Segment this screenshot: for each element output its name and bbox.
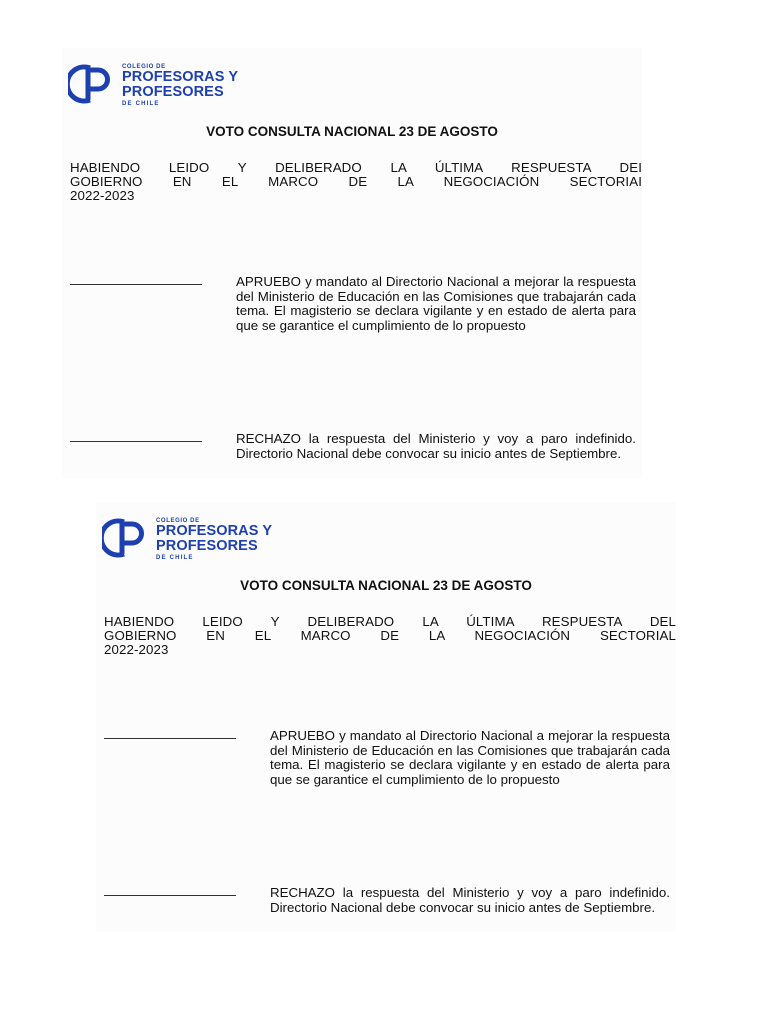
- intro-line: 2022-2023: [104, 642, 169, 657]
- cp-logo-icon: [68, 64, 116, 104]
- logo-line-1: COLEGIO DE: [122, 64, 166, 70]
- approve-text: APRUEBO y mandato al Directorio Nacional a mejorar la respuesta del Ministerio de Educación en las Comisiones que trabajarán cada tema. El magisterio se declara vigilante y en estado de alerta para que se garantice el cumplimiento de lo propuesto: [270, 728, 670, 787]
- logo-line-1: COLEGIO DE: [156, 518, 200, 524]
- intro-line: HABIENDO LEIDO Y DELIBERADO LA ÚLTIMA RESPUESTA DEI: [70, 160, 642, 175]
- intro-line: 2022-2023: [70, 188, 135, 203]
- approve-mark-line[interactable]: [70, 284, 202, 285]
- intro-line: HABIENDO LEIDO Y DELIBERADO LA ÚLTIMA RESPUESTA DEL: [104, 614, 676, 629]
- intro-line: GOBIERNO EN EL MARCO DE LA NEGOCIACIÓN SECTORIAI: [70, 174, 642, 189]
- ballot-intro: [104, 615, 676, 657]
- reject-text: RECHAZO la respuesta del Ministerio y voy a paro indefinido. Directorio Nacional debe convocar su inicio antes de Septiembre.: [236, 431, 636, 461]
- logo-line-4: DE CHILE: [122, 101, 160, 107]
- ballot-sheet: [96, 502, 676, 932]
- logo-line-2: PROFESORAS Y: [122, 69, 239, 85]
- logo-line-3: PROFESORES: [122, 84, 224, 100]
- colegio-logo: [68, 60, 288, 110]
- cp-logo-icon: [102, 518, 150, 558]
- logo-line-4: DE CHILE: [156, 555, 194, 561]
- logo-line-3: PROFESORES: [156, 538, 258, 554]
- reject-text: RECHAZO la respuesta del Ministerio y voy a paro indefinido. Directorio Nacional debe convocar su inicio antes de Septiembre.: [270, 885, 670, 915]
- approve-text: APRUEBO y mandato al Directorio Nacional a mejorar la respuesta del Ministerio de Educación en las Comisiones que trabajarán cada tema. El magisterio se declara vigilante y en estado de alerta para que se garantice el cumplimiento de lo propuesto: [236, 274, 636, 333]
- logo-line-2: PROFESORAS Y: [156, 523, 273, 539]
- reject-mark-line[interactable]: [70, 441, 202, 442]
- intro-line: GOBIERNO EN EL MARCO DE LA NEGOCIACIÓN SECTORIAL: [104, 628, 676, 643]
- ballot-intro: [70, 161, 642, 203]
- ballot-sheet: [62, 48, 642, 478]
- approve-mark-line[interactable]: [104, 738, 236, 739]
- reject-mark-line[interactable]: [104, 895, 236, 896]
- colegio-logo: [102, 514, 322, 564]
- ballot-title: VOTO CONSULTA NACIONAL 23 DE AGOSTO: [240, 578, 532, 593]
- ballot-title: VOTO CONSULTA NACIONAL 23 DE AGOSTO: [206, 124, 498, 139]
